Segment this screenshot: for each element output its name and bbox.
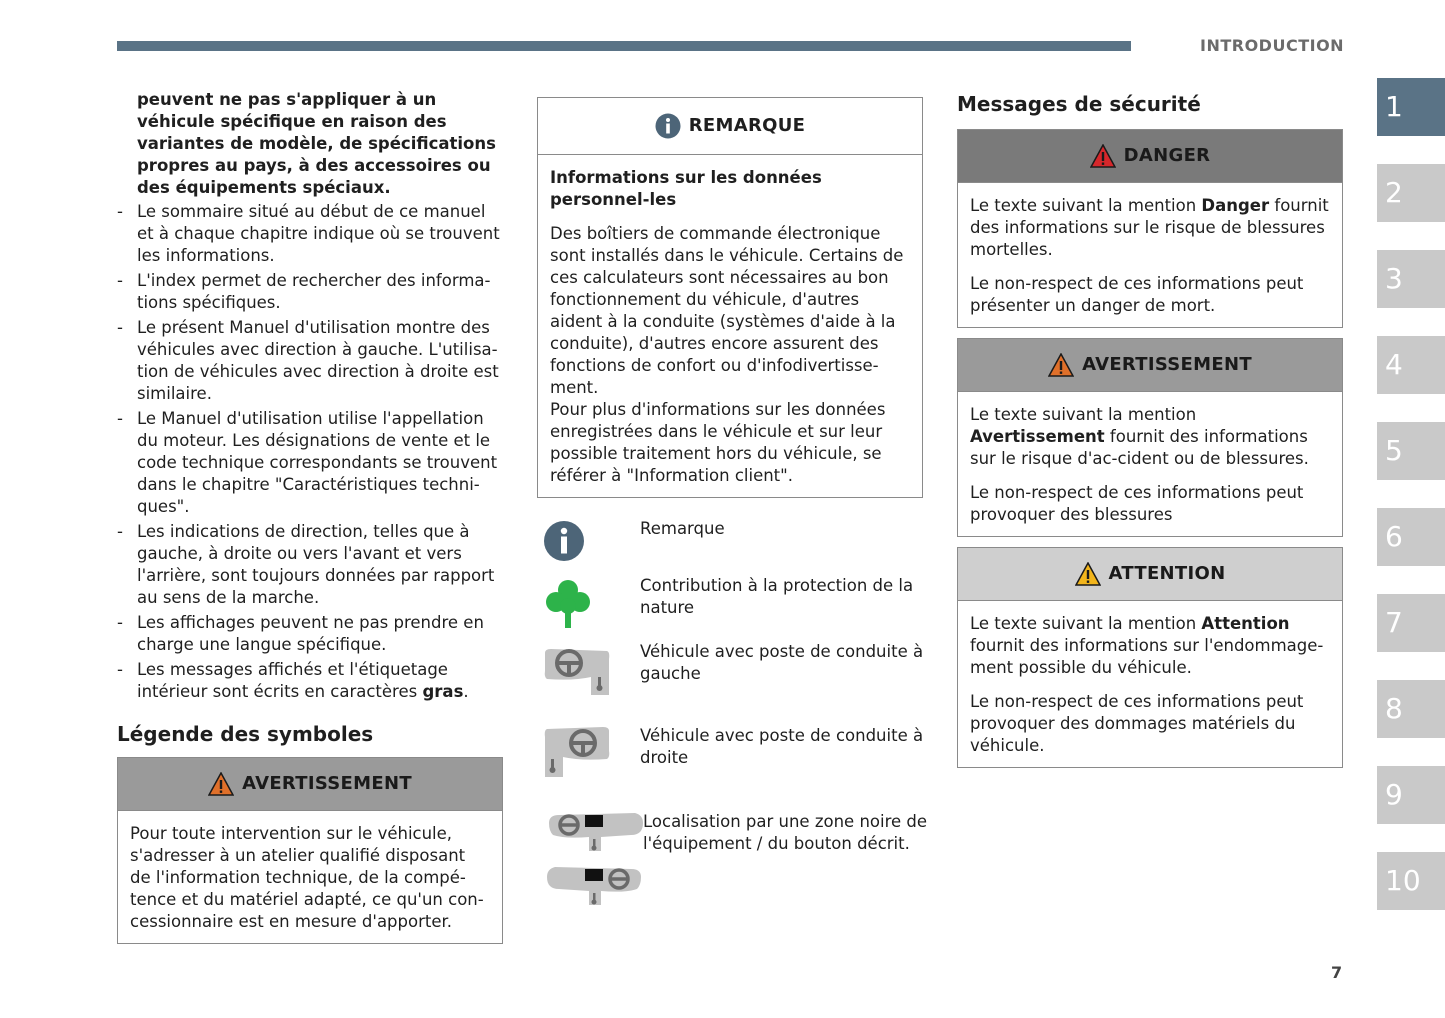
caution-box-header [958, 548, 1342, 601]
danger-box-title: DANGER [1123, 145, 1211, 166]
danger-box-header [958, 130, 1342, 183]
note-box [537, 97, 923, 498]
safety-heading: Messages de sécurité [957, 92, 1201, 116]
warning-box-title: AVERTISSEMENT [242, 773, 412, 794]
chapter-tab-6[interactable]: 6 [1377, 508, 1445, 566]
note-box-body [538, 155, 922, 497]
caution-box-body [958, 601, 1342, 767]
list-item: - Les affichages peuvent ne pas prendre en charge une langue spécifique. [117, 612, 503, 656]
note-box-header [538, 98, 922, 155]
text-span: fournit des informations sur le risque d'ac-cident ou de blessures. [970, 427, 1309, 468]
list-item: - Le Manuel d'utilisation utilise l'appellation du moteur. Les désignations de vente et le code technique correspondants se trouvent dans le chapitre "Caractéristiques techni-ques". [117, 408, 503, 518]
chapter-tab-3[interactable]: 3 [1377, 250, 1445, 308]
note-box-title: REMARQUE [688, 115, 806, 136]
symbol-label: Localisation par une zone noire de l'équipement / du bouton décrit. [643, 812, 928, 853]
bold-word: Danger [1201, 196, 1270, 215]
info-icon [543, 520, 585, 562]
warning-box-text: Pour toute intervention sur le véhicule, s'adresser à un atelier qualifié disposant de l'information technique, de la compé-tence et du matériel adapté, ce qu'un con-cessionnaire est en mesure d'apporter. [130, 824, 484, 931]
bold-word: Avertissement [970, 427, 1105, 446]
warning-text-1 [970, 404, 1330, 470]
legend-heading: Légende des symboles [117, 722, 374, 746]
chapter-tab-8[interactable]: 8 [1377, 680, 1445, 738]
list-item: - Le présent Manuel d'utilisation montre des véhicules avec direction à gauche. L'utilisa-tion de véhicules avec direction à droite est similaire. [117, 317, 503, 405]
warning-triangle-icon [208, 772, 234, 796]
warning-box [957, 338, 1343, 537]
dashboard-location-icon [545, 811, 645, 915]
text-span: Le texte suivant la mention [970, 614, 1202, 633]
info-list [117, 201, 503, 703]
list-item: - L'index permet de rechercher des informa-tions spécifiques. [117, 270, 503, 314]
caution-text-2: Le non-respect de ces informations peut provoquer des dommages matériels du véhicule. [970, 692, 1304, 755]
list-item-suffix: . [463, 682, 469, 701]
caution-text-1 [970, 613, 1330, 679]
note-box-subtitle: Informations sur les données personnel-les [550, 168, 822, 209]
chapter-tab-9[interactable]: 9 [1377, 766, 1445, 824]
list-item: - Les indications de direction, telles que à gauche, à droite ou vers l'avant et vers l'arrière, sont toujours données par rapport au sens de la marche. [117, 521, 503, 609]
bold-word: Attention [1201, 614, 1290, 633]
info-icon [655, 113, 681, 139]
danger-box [957, 129, 1343, 328]
warning-box-title: AVERTISSEMENT [1082, 354, 1252, 375]
danger-text-1 [970, 195, 1330, 261]
danger-triangle-icon [1090, 144, 1116, 168]
column-middle [537, 97, 928, 938]
symbol-legend [537, 518, 928, 938]
header-bar [117, 41, 1131, 51]
symbol-label: Véhicule avec poste de conduite à gauche [640, 642, 924, 683]
legend-warning-box [117, 757, 503, 944]
bold-word: gras [422, 682, 464, 701]
chapter-tab-5[interactable]: 5 [1377, 422, 1445, 480]
text-span: fournit des informations sur l'endommage-ment possible du véhicule. [970, 636, 1324, 677]
note-box-text-1: Des boîtiers de commande électronique sont installés dans le véhicule. Certains de ces calculateurs sont nécessaires au bon fonctionnement du véhicule, d'autres aident à la conduite (systèmes d'aide à la conduite), d'autres encore assurent des fonctions de confort ou d'infodivertisse-ment. [550, 224, 904, 397]
danger-text-2: Le non-respect de ces informations peut présenter un danger de mort. [970, 274, 1304, 315]
page-number: 7 [1331, 963, 1343, 982]
column-right [957, 89, 1343, 768]
section-title: INTRODUCTION [1200, 36, 1345, 55]
danger-box-body [958, 183, 1342, 327]
left-hand-drive-icon [543, 647, 611, 699]
text-span: Le texte suivant la mention [970, 196, 1202, 215]
chapter-tab-4[interactable]: 4 [1377, 336, 1445, 394]
list-item-text: Les messages affichés et l'étiquetage intérieur sont écrits en caractères [137, 660, 448, 701]
chapter-tab-10[interactable]: 10 [1377, 852, 1445, 910]
symbol-label: Véhicule avec poste de conduite à droite [640, 726, 924, 767]
warning-text-2: Le non-respect de ces informations peut provoquer des blessures [970, 483, 1304, 524]
text-span: fournit des informations sur le risque de blessures mortelles. [970, 196, 1329, 259]
list-item: - Le sommaire situé au début de ce manuel et à chaque chapitre indique où se trouvent les informations. [117, 201, 503, 267]
warning-box-header [958, 339, 1342, 392]
warning-triangle-icon [1048, 353, 1074, 377]
caution-triangle-icon [1075, 562, 1101, 586]
chapter-tab-7[interactable]: 7 [1377, 594, 1445, 652]
column-left [117, 89, 503, 944]
chapter-tab-1[interactable]: 1 [1377, 78, 1445, 136]
intro-lead: peuvent ne pas s'appliquer à un véhicule spécifique en raison des variantes de modèle, de spécifications propres au pays, à des accessoires ou des équipements spéciaux. [137, 90, 496, 197]
chapter-tab-2[interactable]: 2 [1377, 164, 1445, 222]
clover-icon [545, 579, 591, 629]
right-hand-drive-icon [543, 725, 611, 781]
caution-box-title: ATTENTION [1108, 563, 1226, 584]
note-box-text-2: Pour plus d'informations sur les données enregistrées dans le véhicule et sur leur possible traitement hors du véhicule, se référer à "Information client". [550, 400, 886, 485]
caution-box [957, 547, 1343, 768]
symbol-label: Remarque [640, 519, 725, 538]
symbol-label: Contribution à la protection de la nature [640, 576, 914, 617]
warning-box-body [958, 392, 1342, 536]
warning-box-header [118, 758, 502, 811]
warning-box-body [118, 811, 502, 943]
text-span: Le texte suivant la mention [970, 405, 1197, 424]
list-item [117, 659, 503, 703]
